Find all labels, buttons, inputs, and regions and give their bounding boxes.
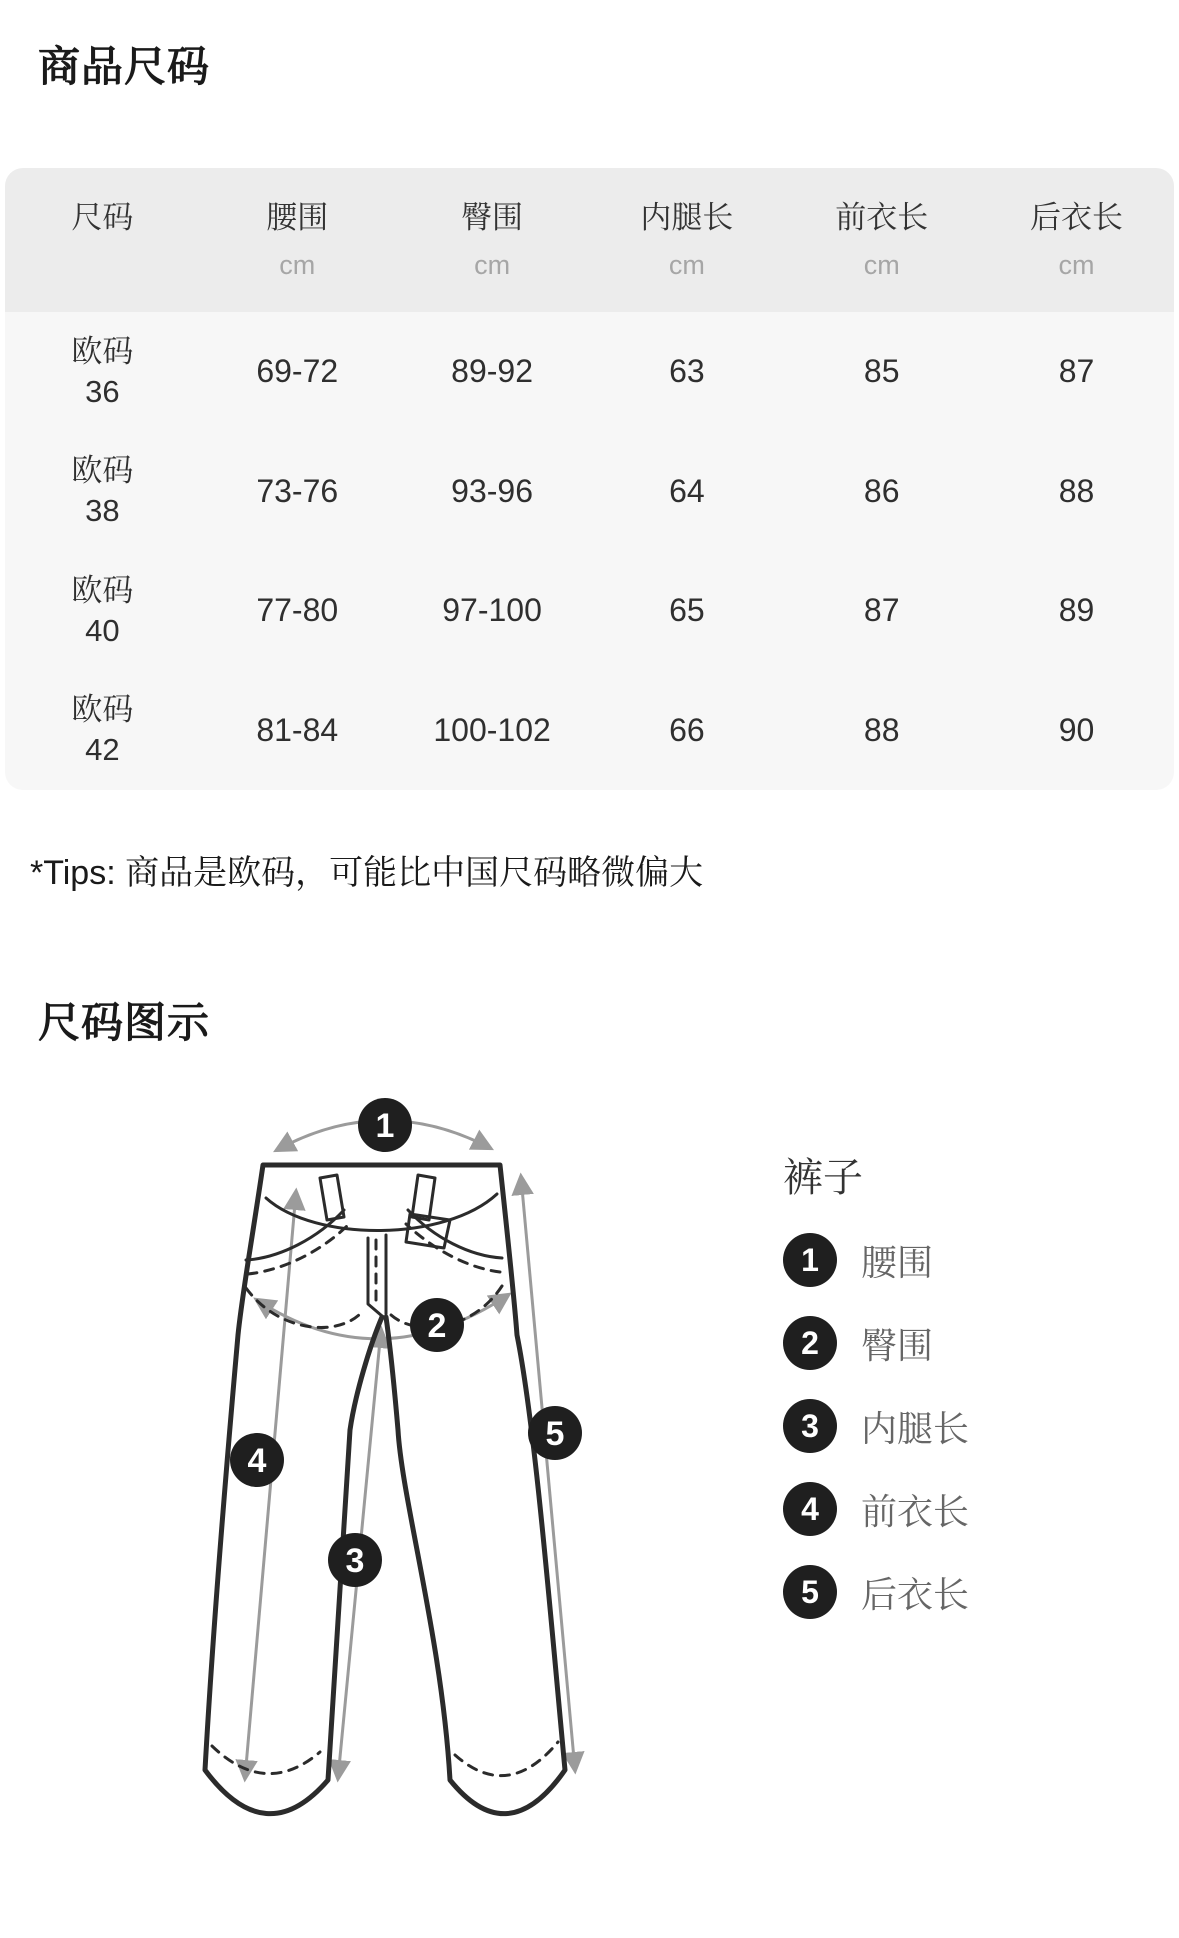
inseam-value: 63 [669, 353, 705, 390]
inseam-value: 64 [669, 472, 705, 509]
size-number: 36 [85, 373, 120, 409]
inseam-value: 65 [669, 592, 705, 629]
legend-item-inseam [783, 1399, 969, 1453]
diagram-badge-2 [410, 1298, 464, 1352]
col-unit: cm [279, 250, 316, 280]
table-row [5, 551, 1174, 671]
size-number: 40 [85, 612, 120, 648]
front-length-value: 85 [863, 353, 900, 390]
legend-label: 腰围 [861, 1241, 934, 1283]
section-title-diagram: 尺码图示 [38, 999, 211, 1046]
back-length-value: 88 [1058, 472, 1095, 509]
measure-legend [783, 1156, 969, 1648]
size-cell [5, 432, 200, 552]
waist-value: 73-76 [256, 472, 339, 509]
col-header-back-length [979, 168, 1174, 312]
waist-value: 81-84 [256, 711, 339, 748]
badge-number: 2 [427, 1307, 447, 1345]
legend-label: 前衣长 [861, 1490, 970, 1532]
hip-value: 89-92 [451, 353, 533, 390]
col-unit: cm [474, 250, 511, 280]
legend-item-back-length [783, 1565, 969, 1619]
waistband-line [266, 1194, 497, 1231]
col-unit: cm [1058, 250, 1095, 280]
size-cell [5, 671, 200, 791]
size-table [5, 168, 1174, 790]
size-number: 42 [85, 732, 120, 768]
legend-item-hip [783, 1316, 969, 1370]
badge-number: 3 [345, 1542, 365, 1580]
tips-note: *Tips: 商品是欧码，可能比中国尺码略微偏大 [30, 854, 704, 892]
back-length-value: 90 [1058, 711, 1095, 748]
col-label: 臀围 [461, 200, 524, 235]
diagram-badge-1 [358, 1098, 412, 1152]
col-label: 前衣长 [835, 200, 929, 235]
col-label: 腰围 [266, 200, 329, 235]
size-type: 欧码 [71, 692, 134, 728]
legend-badge: 1 [783, 1233, 837, 1287]
badge-number: 1 [375, 1107, 395, 1145]
waist-value: 69-72 [256, 353, 339, 390]
front-length-value: 87 [863, 592, 900, 629]
hip-value: 97-100 [442, 592, 542, 629]
diagram-badge-5 [528, 1406, 582, 1460]
pants-diagram [150, 1080, 600, 1830]
legend-badge: 3 [783, 1399, 837, 1453]
table-row [5, 671, 1174, 791]
inseam-value: 66 [669, 711, 705, 748]
page-title: 商品尺码 [38, 43, 211, 90]
col-header-hip [395, 168, 590, 312]
waist-value: 77-80 [256, 592, 339, 629]
size-table-header [5, 168, 1174, 312]
badge-number: 4 [247, 1442, 267, 1480]
size-cell [5, 551, 200, 671]
table-row [5, 432, 1174, 552]
right-hem-stitch [455, 1742, 558, 1776]
legend-label: 臀围 [861, 1324, 934, 1366]
back-length-value: 87 [1058, 353, 1095, 390]
size-number: 38 [85, 493, 120, 529]
col-label: 尺码 [71, 200, 134, 235]
col-unit: cm [863, 250, 900, 280]
hip-value: 100-102 [433, 711, 551, 748]
col-header-waist [200, 168, 395, 312]
back-length-arrow [521, 1177, 575, 1770]
size-type: 欧码 [71, 333, 134, 369]
size-table-body [5, 312, 1174, 790]
left-pocket-bag [246, 1288, 362, 1327]
size-type: 欧码 [71, 572, 134, 608]
col-header-front-length [784, 168, 979, 312]
belt-loop [412, 1175, 435, 1220]
legend-label: 后衣长 [861, 1573, 970, 1615]
left-pocket-stitch [248, 1224, 349, 1274]
col-label: 内腿长 [640, 200, 734, 235]
diagram-badge-3 [328, 1533, 382, 1587]
size-type: 欧码 [71, 453, 134, 489]
legend-badge: 2 [783, 1316, 837, 1370]
legend-title: 裤子 [783, 1156, 863, 1200]
back-length-value: 89 [1058, 592, 1095, 629]
legend-item-waist [783, 1233, 969, 1287]
col-label: 后衣长 [1030, 200, 1124, 235]
front-length-value: 86 [863, 472, 900, 509]
left-hem-stitch [212, 1746, 320, 1774]
table-row [5, 312, 1174, 432]
legend-badge: 4 [783, 1482, 837, 1536]
diagram-badge-4 [230, 1433, 284, 1487]
col-header-inseam [589, 168, 784, 312]
col-unit: cm [668, 250, 705, 280]
col-header-size [5, 168, 200, 312]
badge-number: 5 [545, 1415, 565, 1453]
hip-value: 93-96 [451, 472, 533, 509]
legend-item-front-length [783, 1482, 969, 1536]
size-cell [5, 312, 200, 432]
front-length-value: 88 [863, 711, 900, 748]
right-pocket-stitch [406, 1224, 500, 1272]
legend-badge: 5 [783, 1565, 837, 1619]
legend-label: 内腿长 [861, 1407, 970, 1449]
